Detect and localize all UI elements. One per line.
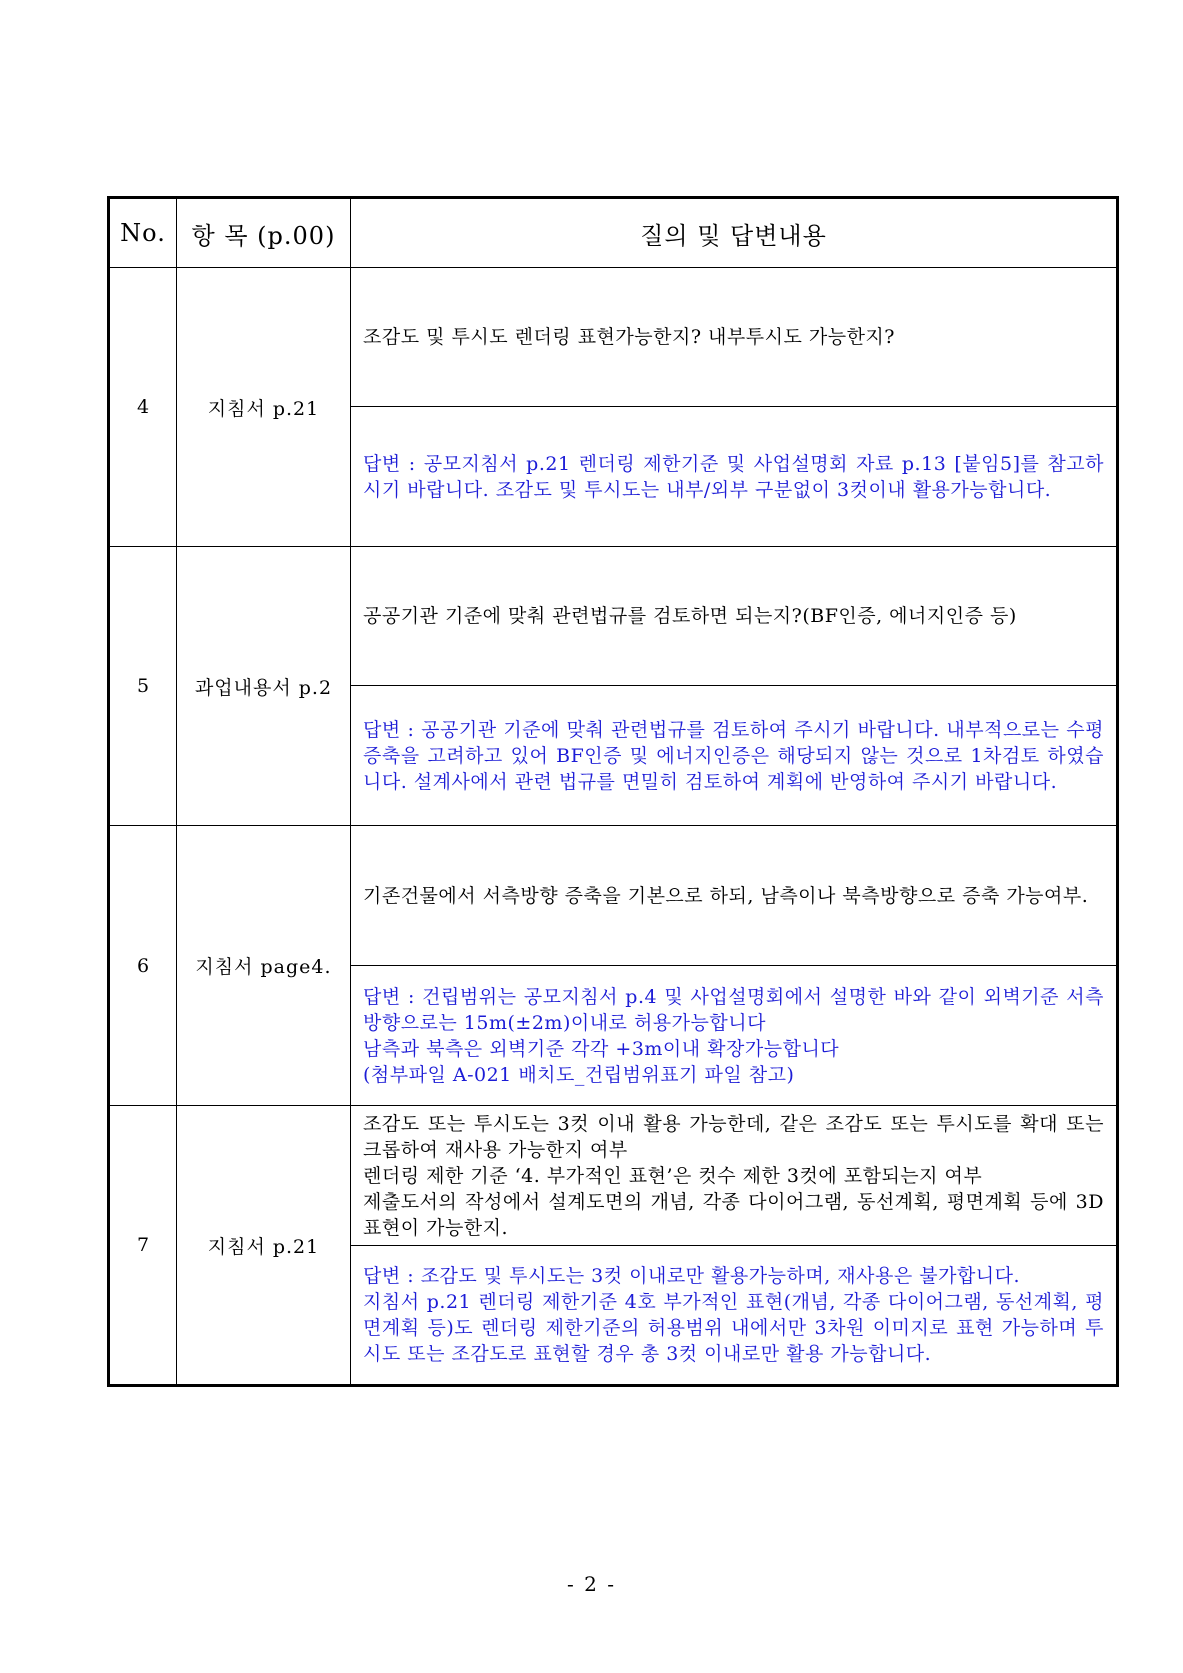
table-row	[109, 1106, 1118, 1246]
table-row	[109, 547, 1118, 686]
table-header-row	[109, 198, 1118, 268]
answer-text: 답변 : 공공기관 기준에 맞춰 관련법규를 검토하여 주시기 바랍니다. 내부적으로는 수평증축을 고려하고 있어 BF인증 및 에너지인증은 해당되지 않는 것으로 1차검토 하였습니다. 설계사에서 관련 법규를 면밀히 검토하여 계획에 반영하여 주시기 바랍니다.	[363, 718, 1104, 793]
qa-table	[107, 196, 1119, 1387]
row-item: 지침서 p.21	[177, 1106, 351, 1386]
answer-text: 지침서 p.21 렌더링 제한기준 4호 부가적인 표현(개념, 각종 다이어그램, 동선계획, 평면계획 등)도 렌더링 제한기준의 허용범위 내에서만 3차원 이미지로 표현 가능하며 투시도 또는 조감도로 표현할 경우 총 3컷 이내로만 활용 가능합니다.	[363, 1291, 1104, 1365]
question-cell	[351, 1106, 1118, 1246]
table-row	[109, 826, 1118, 966]
answer-text: 답변 : 공모지침서 p.21 렌더링 제한기준 및 사업설명회 자료 p.13 [붙임5]를 참고하시기 바랍니다. 조감도 및 투시도는 내부/외부 구분없이 3컷이내 활용가능합니다.	[363, 452, 1104, 501]
page-number: - 2 -	[567, 1572, 616, 1596]
row-item: 과업내용서 p.2	[177, 547, 351, 826]
question-cell	[351, 268, 1118, 407]
header-item: 항 목 (p.00)	[177, 198, 351, 268]
answer-cell	[351, 1246, 1118, 1386]
answer-text: (첨부파일 A-021 배치도_건립범위표기 파일 참고)	[363, 1063, 795, 1086]
answer-text: 답변 : 조감도 및 투시도는 3컷 이내로만 활용가능하며, 재사용은 불가합니다.	[363, 1265, 1021, 1287]
question-text: 조감도 또는 투시도는 3컷 이내 활용 가능한데, 같은 조감도 또는 투시도를 확대 또는 크롭하여 재사용 가능한지 여부	[363, 1112, 1104, 1161]
question-text: 렌더링 제한 기준 ‘4. 부가적인 표현’은 컷수 제한 3컷에 포함되는지 여부	[363, 1164, 983, 1187]
row-number: 4	[109, 268, 177, 547]
question-cell	[351, 547, 1118, 686]
row-item: 지침서 page4.	[177, 826, 351, 1106]
answer-cell	[351, 407, 1118, 547]
answer-cell	[351, 686, 1118, 826]
answer-text: 답변 : 건립범위는 공모지침서 p.4 및 사업설명회에서 설명한 바와 같이 외벽기준 서측방향으로는 15m(±2m)이내로 허용가능합니다	[363, 985, 1104, 1034]
header-no: No.	[109, 198, 177, 268]
question-text: 조감도 및 투시도 렌더링 표현가능한지? 내부투시도 가능한지?	[363, 326, 895, 348]
row-item: 지침서 p.21	[177, 268, 351, 547]
answer-text: 남측과 북측은 외벽기준 각각 +3m이내 확장가능합니다	[363, 1037, 840, 1060]
table-row	[109, 268, 1118, 407]
header-content: 질의 및 답변내용	[351, 198, 1118, 268]
question-text: 공공기관 기준에 맞춰 관련법규를 검토하면 되는지?(BF인증, 에너지인증 등)	[363, 605, 1017, 627]
question-cell	[351, 826, 1118, 966]
answer-cell	[351, 966, 1118, 1106]
question-text: 제출도서의 작성에서 설계도면의 개념, 각종 다이어그램, 동선계획, 평면계획 등에 3D표현이 가능한지.	[363, 1190, 1104, 1239]
row-number: 6	[109, 826, 177, 1106]
row-number: 7	[109, 1106, 177, 1386]
question-text: 기존건물에서 서측방향 증축을 기본으로 하되, 남측이나 북측방향으로 증축 가능여부.	[363, 884, 1089, 907]
row-number: 5	[109, 547, 177, 826]
